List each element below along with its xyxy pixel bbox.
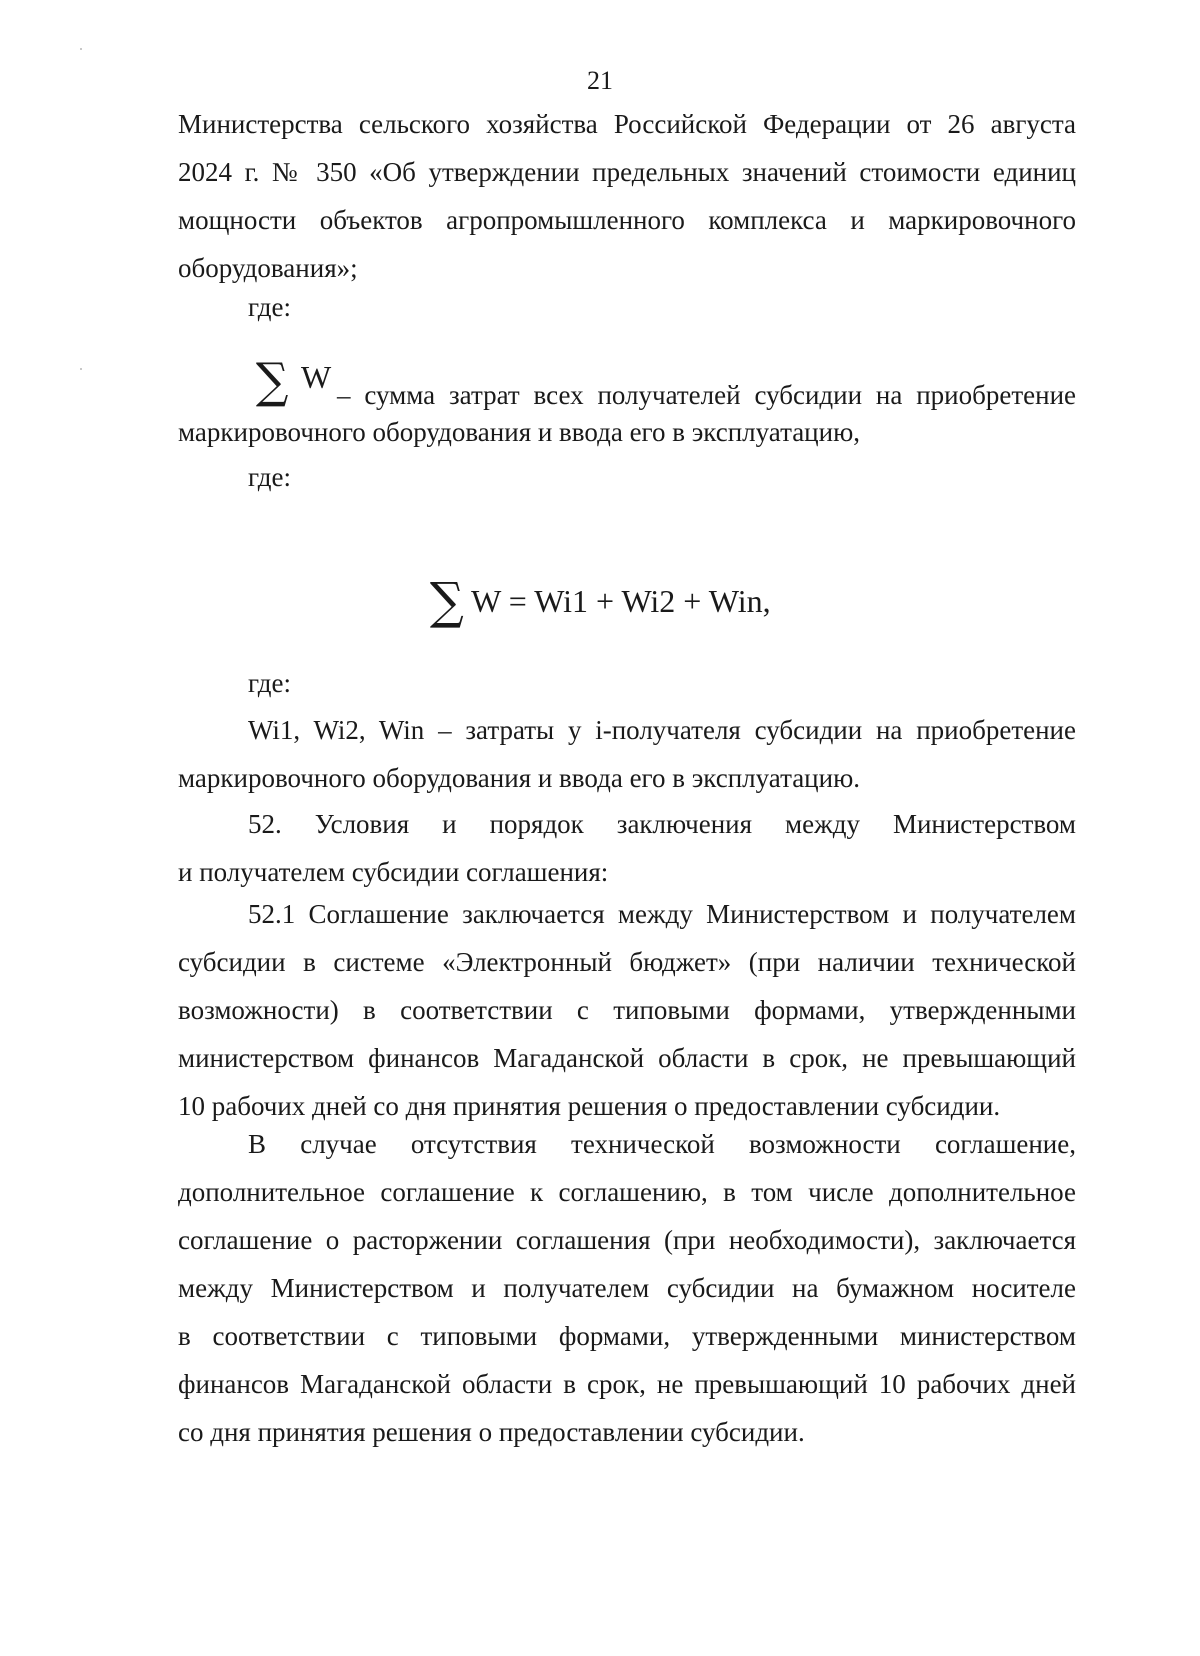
paragraph-cost-definition bbox=[178, 706, 1076, 802]
text-line: финансов Магаданской области в срок, не превышающий 10 рабочих дней bbox=[178, 1369, 1076, 1399]
text-line: со дня принятия решения о предоставлении субсидии. bbox=[178, 1417, 805, 1447]
text-line: дополнительное соглашение к соглашению, в том числе дополнительное bbox=[178, 1177, 1076, 1207]
text-line: в соответствии с типовыми формами, утвержденными министерством bbox=[178, 1321, 1076, 1351]
text-line: оборудования»; bbox=[178, 253, 358, 283]
text-line: В случае отсутствия технической возможности соглашение, bbox=[248, 1129, 1076, 1159]
text-line: соглашение о расторжении соглашения (при необходимости), заключается bbox=[178, 1225, 1076, 1255]
text-line: возможности) в соответствии с типовыми формами, утвержденными bbox=[178, 995, 1076, 1025]
sum-w-symbol bbox=[255, 353, 332, 409]
text-line: маркировочного оборудования и ввода его в эксплуатацию, bbox=[178, 417, 861, 447]
paragraph-52 bbox=[178, 800, 1076, 896]
text-line: министерством финансов Магаданской области в срок, не превышающий bbox=[178, 1043, 1076, 1073]
sum-formula bbox=[0, 572, 1200, 630]
text-line: между Министерством и получателем субсидии на бумажном носителе bbox=[178, 1273, 1076, 1303]
text-line: Wi1, Wi2, Win – затраты у i-получателя субсидии на приобретение bbox=[248, 715, 1076, 745]
sigma-symbol: ∑ bbox=[255, 353, 289, 409]
text-line: и получателем субсидии соглашения: bbox=[178, 857, 609, 887]
scan-speck bbox=[80, 48, 82, 50]
text-line: маркировочного оборудования и ввода его в эксплуатацию. bbox=[178, 763, 861, 793]
text-line: мощности объектов агропромышленного комплекса и маркировочного bbox=[178, 205, 1076, 235]
where-label: где: bbox=[248, 668, 291, 698]
sigma-symbol: ∑ bbox=[430, 572, 465, 630]
sum-variable: W bbox=[301, 359, 332, 395]
sum-description-cont bbox=[178, 408, 1076, 456]
sum-description-line: – сумма затрат всех получателей субсидии на приобретение bbox=[337, 380, 1076, 410]
paragraph-order-reference bbox=[178, 100, 1076, 292]
text-line: 10 рабочих дней со дня принятия решения о предоставлении субсидии. bbox=[178, 1091, 1001, 1121]
paragraph-paper-agreement bbox=[178, 1120, 1076, 1456]
text-line: Министерства сельского хозяйства Российской Федерации от 26 августа bbox=[178, 109, 1076, 139]
paragraph-52-1 bbox=[178, 890, 1076, 1130]
where-label: где: bbox=[248, 462, 291, 492]
text-line: 52.1 Соглашение заключается между Министерством и получателем bbox=[248, 899, 1076, 929]
scan-speck bbox=[80, 368, 82, 370]
where-label: где: bbox=[248, 292, 291, 322]
text-line: 52. Условия и порядок заключения между Министерством bbox=[248, 809, 1076, 839]
page-number: 21 bbox=[587, 66, 613, 95]
formula-text: W = Wi1 + Wi2 + Win, bbox=[471, 583, 771, 619]
text-line: субсидии в системе «Электронный бюджет» (при наличии технической bbox=[178, 947, 1076, 977]
text-line: 2024 г. № 350 «Об утверждении предельных значений стоимости единиц bbox=[178, 157, 1076, 187]
